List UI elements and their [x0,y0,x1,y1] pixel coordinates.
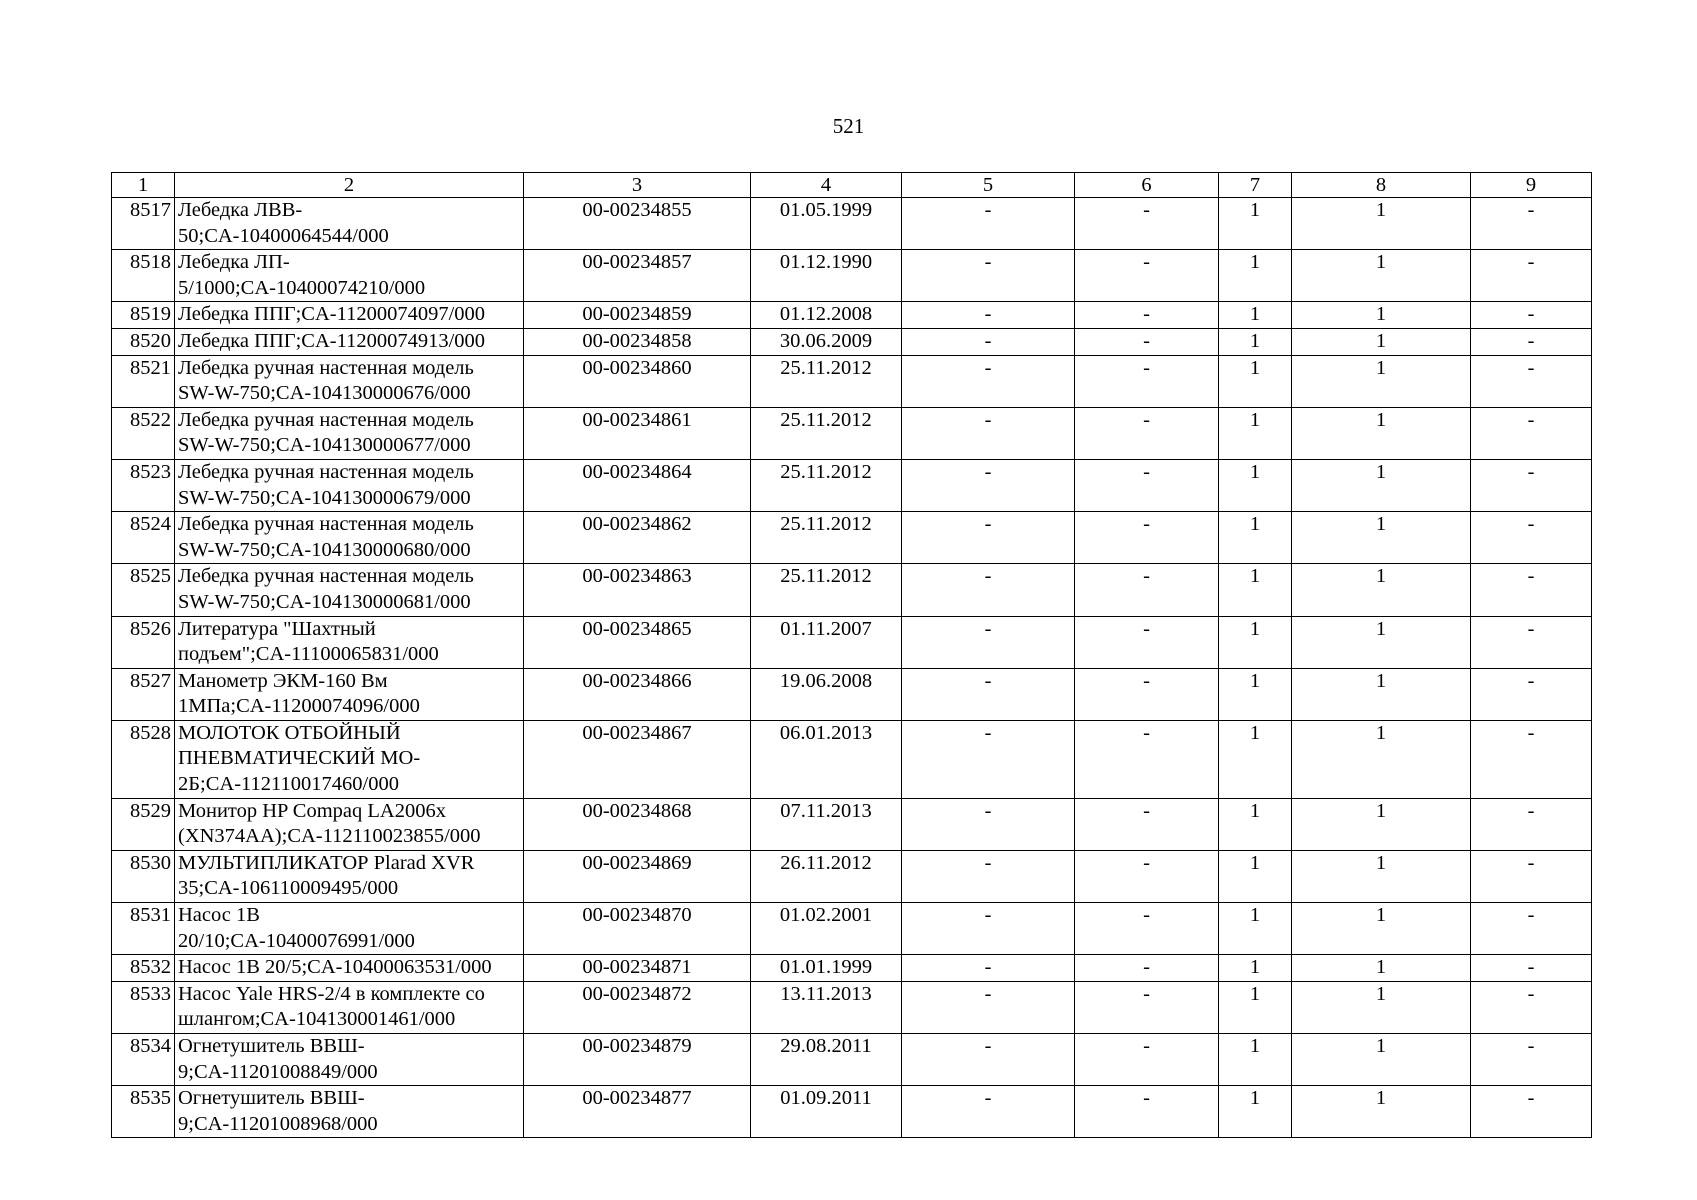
item-name-cell [175,355,524,407]
column-header: 9 [1471,173,1592,198]
column-8-cell: 1 [1292,903,1471,955]
inventory-code-cell: 00-00234859 [524,302,751,329]
inventory-code-cell: 00-00234866 [524,668,751,720]
column-8-cell: 1 [1292,564,1471,616]
column-5-cell: - [902,955,1075,982]
item-name-line: Лебедка ручная настенная модель [178,513,474,536]
table-row [112,720,1592,798]
row-number-cell: 8532 [112,955,175,982]
row-number-cell: 8526 [112,616,175,668]
column-9-cell: - [1471,720,1592,798]
item-name-line: SW-W-750;CA-104130000680/000 [178,538,471,561]
inventory-code-cell: 00-00234864 [524,459,751,511]
column-9-cell: - [1471,1034,1592,1086]
column-7-cell: 1 [1219,1086,1292,1138]
column-8-cell: 1 [1292,668,1471,720]
row-number-cell: 8518 [112,250,175,302]
column-header: 2 [175,173,524,198]
inventory-code-cell: 00-00234868 [524,798,751,850]
item-name-line: Насос 1В 20/5;CA-10400063531/000 [178,956,492,979]
item-name-line: МОЛОТОК ОТБОЙНЫЙ [178,721,401,744]
column-header: 4 [751,173,902,198]
column-8-cell: 1 [1292,198,1471,250]
column-header: 7 [1219,173,1292,198]
table-row [112,407,1592,459]
column-9-cell: - [1471,903,1592,955]
table-row [112,616,1592,668]
item-name-cell [175,720,524,798]
inventory-code-cell: 00-00234867 [524,720,751,798]
column-9-cell: - [1471,1086,1592,1138]
inventory-code-cell: 00-00234877 [524,1086,751,1138]
column-8-cell: 1 [1292,459,1471,511]
item-name-line: Лебедка ЛВВ- [178,199,303,221]
item-name-line: Огнетушитель ВВШ- [178,1035,365,1057]
date-cell: 19.06.2008 [751,668,902,720]
column-7-cell: 1 [1219,250,1292,302]
column-6-cell: - [1075,981,1219,1033]
inventory-code-cell: 00-00234872 [524,981,751,1033]
table-row [112,798,1592,850]
item-name-line: 2Б;CA-112110017460/000 [178,773,399,796]
item-name-cell [175,668,524,720]
item-name-cell [175,564,524,616]
column-7-cell: 1 [1219,903,1292,955]
item-name-cell [175,459,524,511]
date-cell: 01.09.2011 [751,1086,902,1138]
item-name-cell [175,981,524,1033]
column-7-cell: 1 [1219,355,1292,407]
table-row [112,564,1592,616]
inventory-code-cell: 00-00234861 [524,407,751,459]
column-9-cell: - [1471,459,1592,511]
row-number-cell: 8525 [112,564,175,616]
column-7-cell: 1 [1219,302,1292,329]
column-6-cell: - [1075,512,1219,564]
item-name-line: Лебедка ручная настенная модель [178,408,474,431]
date-cell: 25.11.2012 [751,564,902,616]
row-number-cell: 8520 [112,328,175,355]
column-6-cell: - [1075,355,1219,407]
date-cell: 07.11.2013 [751,798,902,850]
inventory-code-cell: 00-00234863 [524,564,751,616]
date-cell: 01.11.2007 [751,616,902,668]
column-8-cell: 1 [1292,250,1471,302]
inventory-code-cell: 00-00234869 [524,850,751,902]
item-name-cell [175,512,524,564]
item-name-cell [175,850,524,902]
column-9-cell: - [1471,850,1592,902]
column-5-cell: - [902,564,1075,616]
column-5-cell: - [902,1086,1075,1138]
item-name-cell [175,955,524,982]
column-8-cell: 1 [1292,512,1471,564]
table-row [112,250,1592,302]
column-6-cell: - [1075,564,1219,616]
column-8-cell: 1 [1292,798,1471,850]
column-8-cell: 1 [1292,1034,1471,1086]
column-8-cell: 1 [1292,355,1471,407]
item-name-line: Лебедка ручная настенная модель [178,356,474,379]
table-row [112,355,1592,407]
inventory-code-cell: 00-00234855 [524,198,751,250]
item-name-cell [175,1034,524,1086]
column-9-cell: - [1471,616,1592,668]
date-cell: 06.01.2013 [751,720,902,798]
column-5-cell: - [902,1034,1075,1086]
item-name-line: 1МПа;CA-11200074096/000 [178,695,420,718]
item-name-cell [175,328,524,355]
column-6-cell: - [1075,459,1219,511]
item-name-cell [175,903,524,955]
table-row [112,198,1592,250]
column-6-cell: - [1075,328,1219,355]
item-name-line: 20/10;CA-10400076991/000 [178,929,415,952]
item-name-line: Лебедка ЛП- [178,251,290,274]
item-name-line: 5/1000;CA-10400074210/000 [178,276,426,299]
column-9-cell: - [1471,250,1592,302]
column-8-cell: 1 [1292,1086,1471,1138]
item-name-line: 50;CA-10400064544/000 [178,224,389,247]
column-header: 8 [1292,173,1471,198]
column-6-cell: - [1075,668,1219,720]
table-row [112,328,1592,355]
column-5-cell: - [902,720,1075,798]
column-7-cell: 1 [1219,564,1292,616]
inventory-code-cell: 00-00234860 [524,355,751,407]
column-header: 3 [524,173,751,198]
column-header: 6 [1075,173,1219,198]
date-cell: 26.11.2012 [751,850,902,902]
inventory-code-cell: 00-00234857 [524,250,751,302]
inventory-table [111,172,1592,1138]
date-cell: 01.12.1990 [751,250,902,302]
column-8-cell: 1 [1292,850,1471,902]
table-row [112,850,1592,902]
header-row [112,173,1592,198]
column-9-cell: - [1471,955,1592,982]
column-6-cell: - [1075,302,1219,329]
item-name-line: Лебедка ручная настенная модель [178,565,474,588]
page-number: 521 [832,114,865,138]
table-row [112,302,1592,329]
item-name-line: Манометр ЭКМ-160 Вм [178,669,388,692]
column-7-cell: 1 [1219,1034,1292,1086]
date-cell: 25.11.2012 [751,407,902,459]
item-name-cell [175,302,524,329]
date-cell: 01.01.1999 [751,955,902,982]
column-6-cell: - [1075,407,1219,459]
column-9-cell: - [1471,302,1592,329]
column-7-cell: 1 [1219,407,1292,459]
column-9-cell: - [1471,198,1592,250]
column-9-cell: - [1471,981,1592,1033]
table-body [112,198,1592,1138]
column-5-cell: - [902,512,1075,564]
table-row [112,981,1592,1033]
row-number-cell: 8522 [112,407,175,459]
table-row [112,1034,1592,1086]
inventory-code-cell: 00-00234858 [524,328,751,355]
date-cell: 25.11.2012 [751,355,902,407]
column-8-cell: 1 [1292,616,1471,668]
column-7-cell: 1 [1219,198,1292,250]
row-number-cell: 8524 [112,512,175,564]
column-6-cell: - [1075,955,1219,982]
item-name-cell [175,798,524,850]
item-name-line: ПНЕВМАТИЧЕСКИЙ МО- [178,747,421,770]
column-7-cell: 1 [1219,955,1292,982]
date-cell: 01.05.1999 [751,198,902,250]
item-name-line: подъем";CA-11100065831/000 [178,643,439,666]
table-row [112,512,1592,564]
inventory-code-cell: 00-00234871 [524,955,751,982]
item-name-cell [175,616,524,668]
table-row [112,903,1592,955]
item-name-cell [175,250,524,302]
item-name-cell [175,407,524,459]
item-name-line: Насос 1В [178,904,260,927]
column-6-cell: - [1075,1086,1219,1138]
row-number-cell: 8521 [112,355,175,407]
item-name-line: SW-W-750;CA-104130000677/000 [178,434,471,457]
item-name-line: SW-W-750;CA-104130000679/000 [178,486,471,509]
inventory-code-cell: 00-00234879 [524,1034,751,1086]
column-8-cell: 1 [1292,720,1471,798]
column-5-cell: - [902,459,1075,511]
row-number-cell: 8529 [112,798,175,850]
column-5-cell: - [902,250,1075,302]
column-5-cell: - [902,850,1075,902]
date-cell: 01.12.2008 [751,302,902,329]
column-9-cell: - [1471,407,1592,459]
column-5-cell: - [902,903,1075,955]
item-name-line: Монитор HP Compaq LA2006x [178,799,446,822]
column-7-cell: 1 [1219,850,1292,902]
item-name-line: Огнетушитель ВВШ- [178,1087,365,1110]
inventory-code-cell: 00-00234865 [524,616,751,668]
column-5-cell: - [902,198,1075,250]
item-name-line: SW-W-750;CA-104130000681/000 [178,590,471,613]
column-5-cell: - [902,798,1075,850]
column-7-cell: 1 [1219,798,1292,850]
column-6-cell: - [1075,850,1219,902]
table-header [112,173,1592,198]
item-name-line: Лебедка ППГ;CA-11200074913/000 [178,329,486,352]
column-6-cell: - [1075,198,1219,250]
column-9-cell: - [1471,328,1592,355]
column-7-cell: 1 [1219,668,1292,720]
item-name-line: Лебедка ППГ;CA-11200074097/000 [178,303,486,326]
item-name-line: Насос Yale HRS-2/4 в комплекте со [178,982,485,1005]
date-cell: 13.11.2013 [751,981,902,1033]
column-5-cell: - [902,981,1075,1033]
row-number-cell: 8534 [112,1034,175,1086]
column-8-cell: 1 [1292,407,1471,459]
inventory-code-cell: 00-00234870 [524,903,751,955]
column-7-cell: 1 [1219,328,1292,355]
item-name-cell [175,198,524,250]
column-6-cell: - [1075,798,1219,850]
column-9-cell: - [1471,668,1592,720]
table-row [112,668,1592,720]
column-8-cell: 1 [1292,302,1471,329]
row-number-cell: 8527 [112,668,175,720]
column-5-cell: - [902,616,1075,668]
date-cell: 25.11.2012 [751,459,902,511]
row-number-cell: 8531 [112,903,175,955]
column-7-cell: 1 [1219,720,1292,798]
column-7-cell: 1 [1219,512,1292,564]
column-6-cell: - [1075,616,1219,668]
item-name-line: Литература "Шахтный [178,617,376,640]
date-cell: 25.11.2012 [751,512,902,564]
column-9-cell: - [1471,512,1592,564]
column-8-cell: 1 [1292,328,1471,355]
item-name-line: МУЛЬТИПЛИКАТОР Plarad XVR [178,851,475,874]
date-cell: 01.02.2001 [751,903,902,955]
column-7-cell: 1 [1219,616,1292,668]
column-9-cell: - [1471,564,1592,616]
item-name-line: SW-W-750;CA-104130000676/000 [178,382,471,405]
column-5-cell: - [902,328,1075,355]
column-8-cell: 1 [1292,981,1471,1033]
row-number-cell: 8533 [112,981,175,1033]
column-6-cell: - [1075,250,1219,302]
column-6-cell: - [1075,1034,1219,1086]
item-name-cell [175,1086,524,1138]
column-9-cell: - [1471,355,1592,407]
row-number-cell: 8519 [112,302,175,329]
column-7-cell: 1 [1219,981,1292,1033]
row-number-cell: 8523 [112,459,175,511]
item-name-line: шлангом;CA-104130001461/000 [178,1008,456,1031]
column-7-cell: 1 [1219,459,1292,511]
inventory-code-cell: 00-00234862 [524,512,751,564]
column-5-cell: - [902,302,1075,329]
row-number-cell: 8530 [112,850,175,902]
row-number-cell: 8528 [112,720,175,798]
column-5-cell: - [902,668,1075,720]
table-row [112,459,1592,511]
table-row [112,955,1592,982]
column-5-cell: - [902,407,1075,459]
item-name-line: Лебедка ручная настенная модель [178,460,474,483]
row-number-cell: 8535 [112,1086,175,1138]
date-cell: 30.06.2009 [751,328,902,355]
item-name-line: 9;CA-11201008849/000 [178,1060,378,1083]
column-header: 5 [902,173,1075,198]
table-row [112,1086,1592,1138]
column-9-cell: - [1471,798,1592,850]
column-5-cell: - [902,355,1075,407]
row-number-cell: 8517 [112,198,175,250]
column-header: 1 [112,173,175,198]
column-6-cell: - [1075,903,1219,955]
item-name-line: 35;CA-106110009495/000 [178,877,399,900]
item-name-line: 9;CA-11201008968/000 [178,1112,378,1135]
item-name-line: (XN374AA);CA-112110023855/000 [178,825,481,848]
column-8-cell: 1 [1292,955,1471,982]
date-cell: 29.08.2011 [751,1034,902,1086]
column-6-cell: - [1075,720,1219,798]
